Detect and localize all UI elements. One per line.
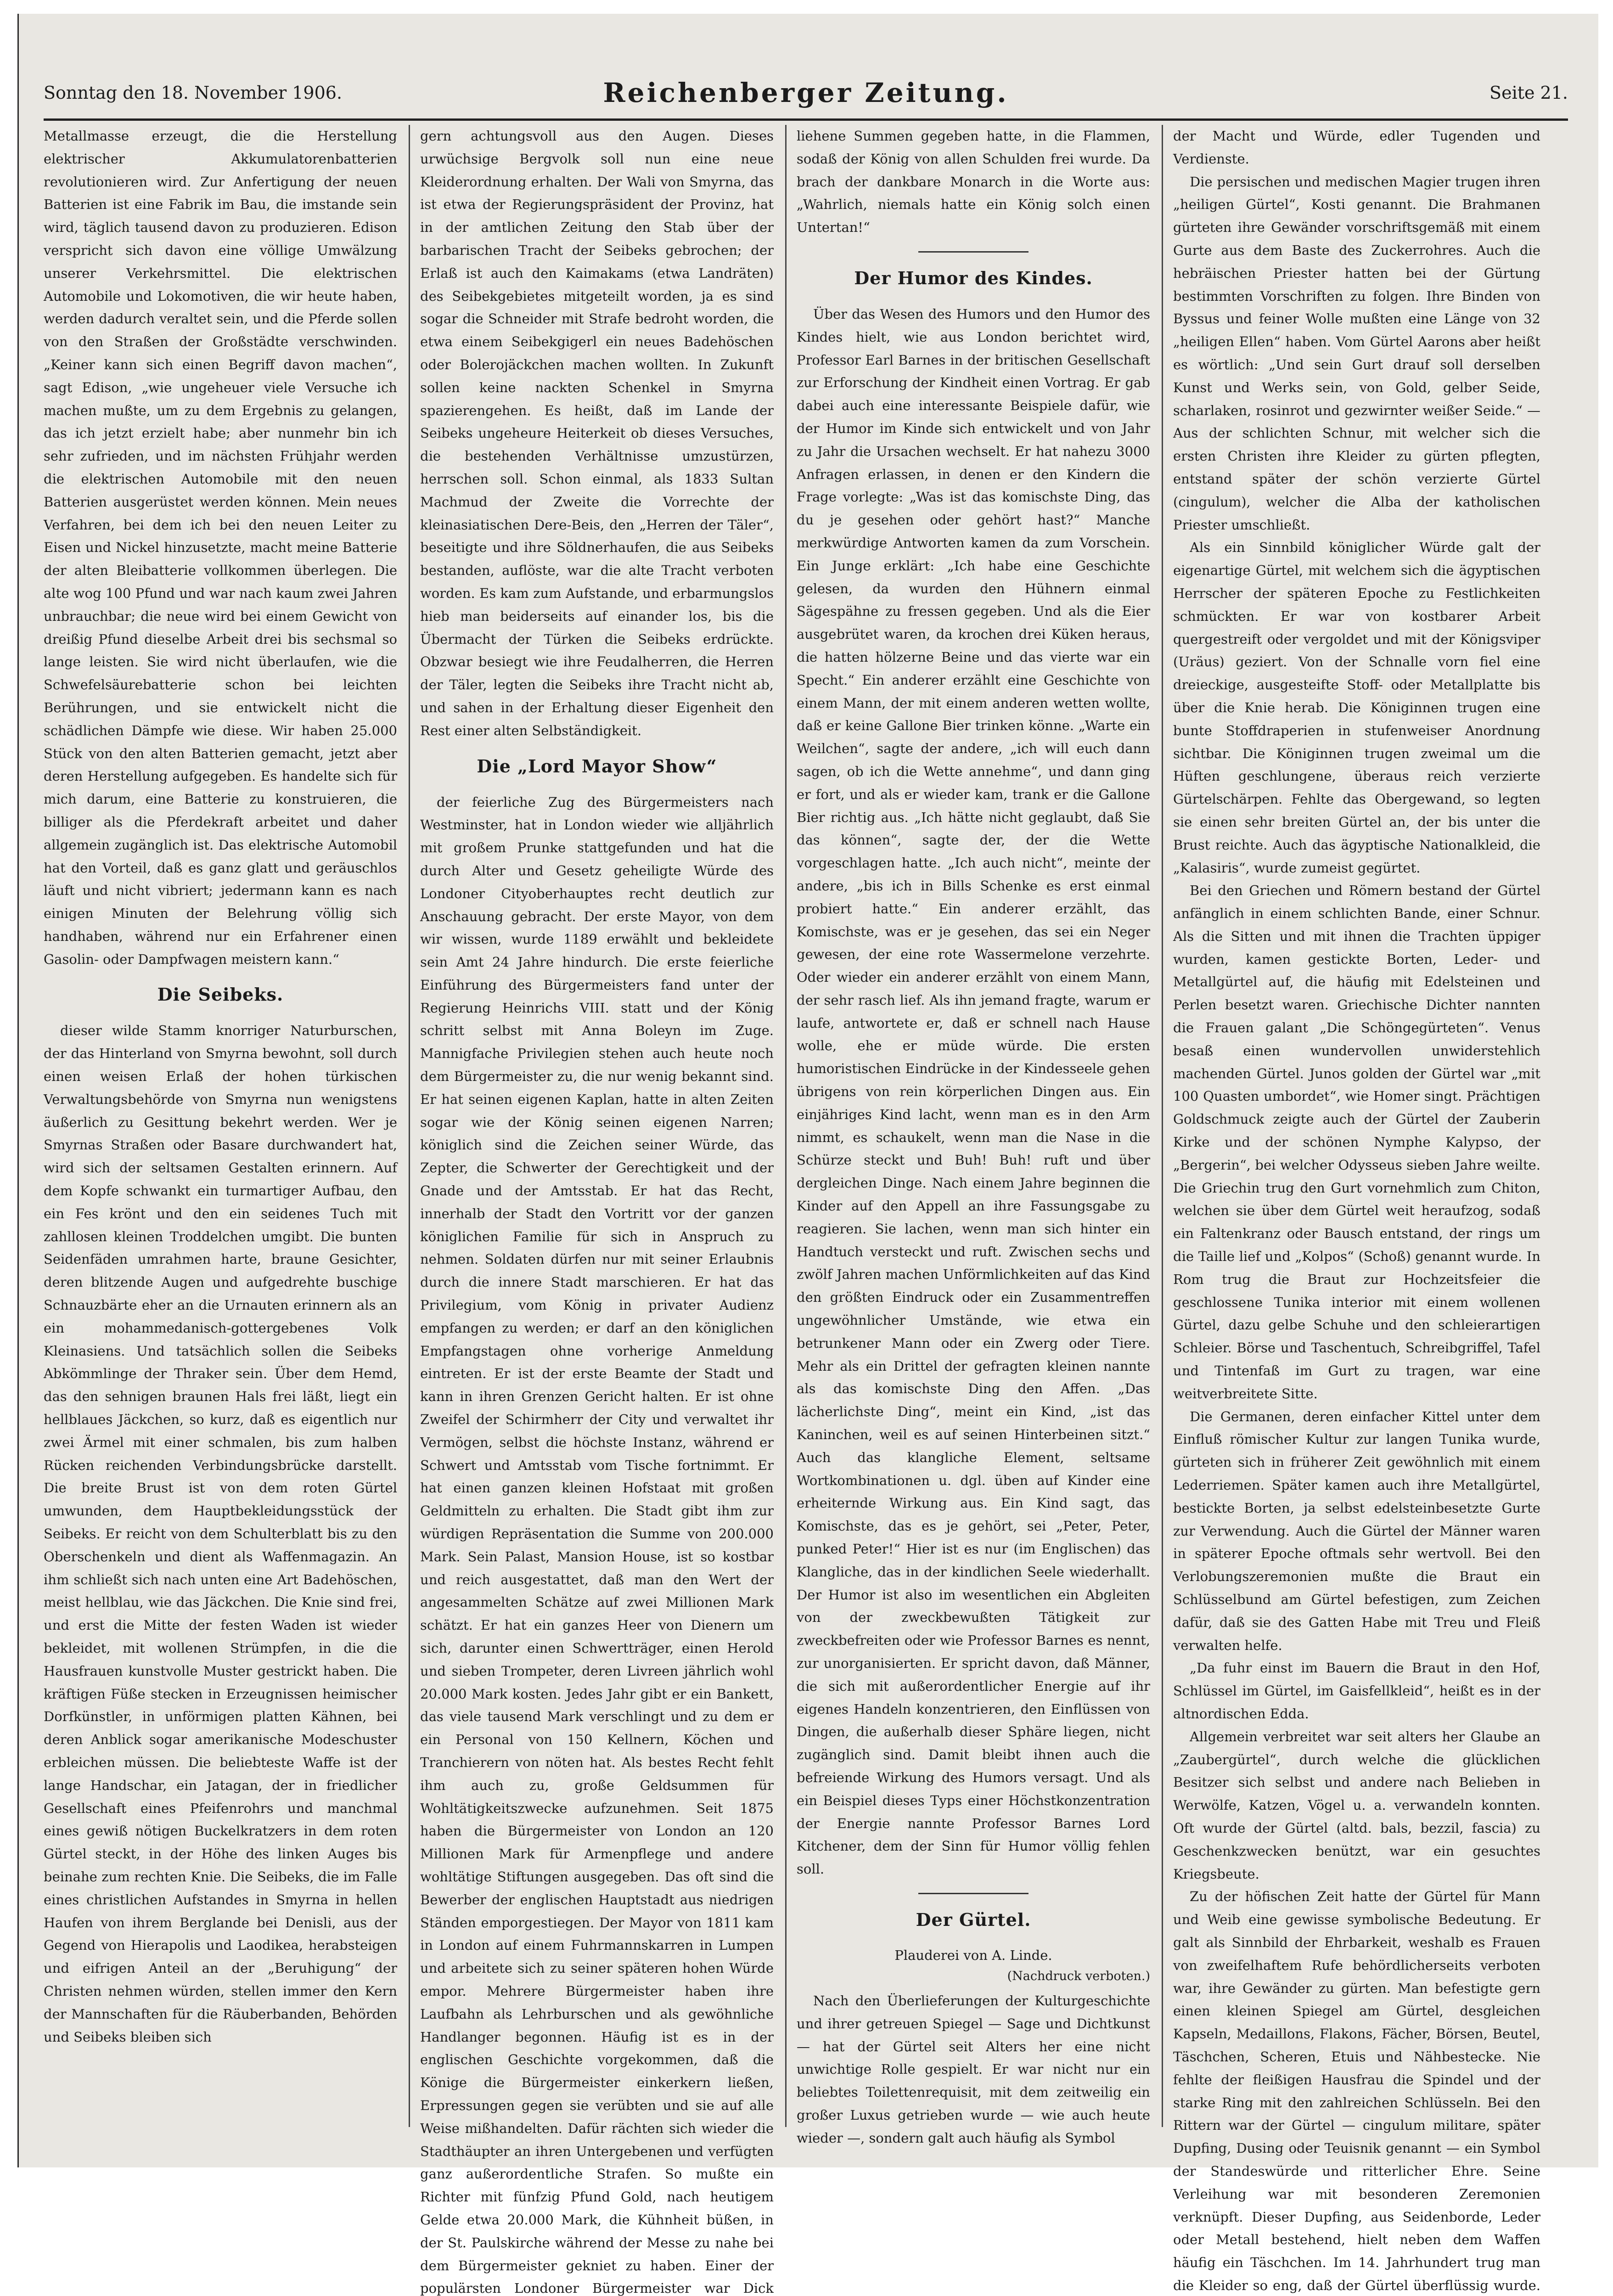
lord-mayor-continued-text: liehene Summen gegeben hatte, in die Flammen, sodaß der König von allen Schulden frei wurde. Da brach der dankbare Monarch in die Worte aus: „Wahrlich, niemals hatte ein König solch einen Untertan!“	[797, 128, 1150, 236]
edison-battery-text: Metallmasse erzeugt, die die Herstellung elektrischer Akkumulatorenbatterien revolutionieren wird. Zur Anfertigung der neuen Batterien ist eine Fabrik im Bau, die imstande sein wird, täglich tausend davon zu produzieren. Edison verspricht sich davon eine völlige Umwälzung unserer Verkehrsmittel. Die elektrischen Automobile und Lokomotiven, die wir heute haben, werden dadurch veraltet sein, und die Pferde sollen von den Straßen der Großstädte verschwinden. „Keiner kann sich einen Begriff davon machen“, sagt Edison, „wie ungeheuer viele Versuche ich machen mußte, um zu dem Ergebnis zu gelangen, das ich jetzt erzielt habe; aber nunmehr bin ich sehr zufrieden, und im nächsten Frühjahr werden die elektrischen Automobile mit den neuen Batterien ausgerüstet werden können. Mein neues Verfahren, bei dem ich bei den neuen Leiter zu Eisen und Nickel hinzusetzte, macht meine Batterie der alten Bleibatterie vollkommen überlegen. Die alte wog 100 Pfund und war nach kaum zwei Jahren unbrauchbar; die neue wird bei einem Gewicht von dreißig Pfund dieselbe Arbeit drei bis sechsmal so lange leisten. Sie wird nicht überlaufen, wie die Schwefelsäurebatterie schon bei leichten Berührungen, und sie entwickelt nicht die schädlichen Dämpfe wie diese. Wir haben 25.000 Stück von den alten Batterien gemacht, jetzt aber deren Herstellung aufgegeben. Es handelte sich für mich darum, eine Batterie zu konstruieren, die billiger als die Pferdekraft arbeitet und daher allgemein zugänglich ist. Das elektrische Automobil hat den Vorteil, daß es ganz glatt und geräuschlos läuft und nicht vibriert; jedermann kann es nach einigen Minuten der Belehrung völlig sich handhaben, während nur ein Erfahrener einen Gasolin- oder Dampfwagen meistern kann.“	[44, 128, 397, 967]
guertel-paragraph: Bei den Griechen und Römern bestand der Gürtel anfänglich in einem schlichten Bande, einer Schnur. Als die Sitten und mit ihnen die Trachten üppiger wurden, kamen gestickte Borten, Leder- und Metallgürtel auf, die häufig mit Edelsteinen und Perlen besetzt waren. Griechische Dichter nannten die Frauen galant „Die Schöngegürteten“. Venus besaß einen wundervollen unwiderstehlich machenden Gürtel. Junos golden der Gürtel war „mit 100 Quasten umbordet“, wie Homer singt. Prächtigen Goldschmuck zeigte auch der Gürtel der Zauberin Kirke und der schönen Nymphe Kalypso, der „Bergerin“, bei welcher Odysseus sieben Jahre weilte. Die Griechin trug den Gurt vornehmlich zum Chiton, welchen sie über dem Gürtel weit heraufzog, sodaß ein Faltenkranz oder Bausch entstand, der rings um die Taille lief und „Kolpos“ (Schoß) genannt wurde. In Rom trug die Braut zur Hochzeitsfeier die geschlossene Tunika interior mit einem wollenen Gürtel, dazu gelbe Schuhe und den schleierartigen Schleier. Börse und Taschentuch, Schreibgriffel, Tafel und Tintenfaß im Gurt zu tragen, war eine weitverbreitete Sitte.	[1173, 883, 1540, 1401]
header-rule	[44, 118, 1568, 121]
article-divider	[918, 251, 1028, 253]
heading-der-guertel: Der Gürtel.	[916, 1909, 1031, 1930]
guertel-paragraph: Allgemein verbreitet war seit alters her Glaube an „Zaubergürtel“, durch welche die glücklichen Besitzer sich selbst und andere nach Belieben in Werwölfe, Katzen, Vögel u. a. verwandeln konnten. Oft wurde der Gürtel (altd. bals, bezzil, fascia) zu Geschenkzwecken benützt, war ein gesuchtes Kriegsbeute.	[1173, 1728, 1540, 1882]
issue-date: Sonntag den 18. November 1906.	[44, 83, 343, 103]
column-1	[44, 125, 397, 2127]
byline: Plauderei von A. Linde.	[894, 1947, 1052, 1963]
humor-text: Über das Wesen des Humors und den Humor des Kindes hielt, wie aus London berichtet wird, Professor Earl Barnes in der britischen Gesellschaft zur Erforschung der Kindheit einen Vortrag. Er gab dabei auch eine interessante Beispiele dafür, wie der Humor im Kinde sich entwickelt und von Jahr zu Jahr die Ursachen wechselt. Er hat nahezu 3000 Anfragen erlassen, in denen er den Kindern die Frage vorlegte: „Was ist das komischste Ding, das du je gesehen oder gehört hast?“ Manche merkwürdige Antworten kamen da zum Vorschein. Ein Junge erklärt: „Ich habe eine Geschichte gelesen, da wurden den Hühnern einmal Sägespähne zu fressen gegeben. Und als die Eier ausgebrütet waren, da krochen drei Küken heraus, die hatten hölzerne Beine und das vierte war ein Specht.“ Ein anderer erzählt eine Geschichte von einem Mann, der mit einem anderen wetten wollte, daß er keine Gallone Bier trinken könne. „Warte ein Weilchen“, sagte der andere, „ich will euch dann sagen, ob ich die Wette annehme“, und dann ging er fort, und als er wieder kam, trank er die Gallone Bier richtig aus. „Ich hätte nicht geglaubt, daß Sie das können“, sagte der, der die Wette vorgeschlagen hatte. „Ich auch nicht“, meinte der andere, „bis ich in Bills Schenke es erst einmal probiert hatte.“ Ein anderer erzählt, das Komischste, was er je gesehen, das sei ein Neger gewesen, der eine rote Wassermelone verzehrte. Oder wieder ein anderer erzählt von einem Mann, der sehr rasch lief. Als ihn jemand fragte, warum er laufe, antwortete er, daß er schnell nach Hause wolle, ehe er müde würde. Die ersten humoristischen Eindrücke in der Kindesseele gehen übrigens von rein körperlichen Dingen aus. Ein einjähriges Kind lacht, wenn man es in den Arm nimmt, es schaukelt, wenn man die Nase in die Schürze steckt und Buh! Buh! ruft und über dergleichen Dinge. Nach einem Jahre beginnen die Kinder auf den Appell an ihre Fassungsgabe zu reagieren. Sie lachen, wenn man sich hinter ein Handtuch versteckt und ruft. Zwischen sechs und zwölf Jahren machen Unförmlichkeiten auf das Kind den größten Eindruck oder ein Zusammentreffen ungewöhnlicher Umstände, wie etwa ein betrunkener Mann oder ein Zwerg oder Tiere. Mehr als ein Drittel der gefragten kleinen nannte als das komischste Ding den Affen. „Das lächerlichste Ding“, meint ein Kind, „ist das Kaninchen, weil es auf seinen Hinterbeinen sitzt.“ Auch das klangliche Element, seltsame Wortkombinationen u. dgl. üben auf Kinder eine erheiternde Wirkung aus. Ein Kind sagt, das Komischste, das es je gehört, sei „Peter, Peter, punked Peter!“ Hier ist es nur (im Englischen) das Klangliche, das in der kindlichen Seele wiederhallt. Der Humor ist also im wesentlichen ein Abgleiten von der zweckbewußten Tätigkeit zur zweckbefreiten oder wie Professor Barnes es nennt, zur unorganisierten. Er spricht davon, daß Männer, die sich mit außerordentlicher Energie auf ihr eigenes Handeln konzentrieren, den Einflüssen von Dingen, die außerhalb dieser Sphäre liegen, nicht zugänglich sind. Damit bleibt ihnen auch die befreiende Wirkung des Humors versagt. Und als ein Beispiel dieses Typs einer Höchstkonzentration der Energie nannte Professor Barnes Lord Kitchener, dem der Sinn für Humor völlig fehlen soll.	[797, 306, 1150, 1877]
heading-seibeks: Die Seibeks.	[157, 984, 284, 1005]
seibeks-text: dieser wilde Stamm knorriger Naturburschen, der das Hinterland von Smyrna bewohnt, soll durch einen weisen Erlaß der hohen türkischen Verwaltungsbehörde von Smyrna nun wenigstens äußerlich zu Gesittung bekehrt werden. Wer je Smyrnas Straßen oder Basare durchwandert hat, wird sich der seltsamen Gestalten erinnern. Auf dem Kopfe schwankt ein turmartiger Aufbau, den ein Fes krönt und den ein seidenes Tuch mit zahllosen kleinen Troddelchen umgibt. Die bunten Seidenfäden umrahmen harte, braune Gesichter, deren blitzende Augen und aufgedrehte buschige Schnauzbärte eher an die Urnauten erinnern als an ein mohammedanisch-gottergebenes Volk Kleinasiens. Und tatsächlich sollen die Seibeks Abkömmlinge der Thraker sein. Über dem Hemd, das den sehnigen braunen Hals frei läßt, liegt ein hellblaues Jäckchen, so kurz, daß es eigentlich nur zwei Ärmel mit einer schmalen, bis zum halben Rücken reichenden Verbindungsbrücke darstellt. Die breite Brust ist von dem roten Gürtel umwunden, dem Hauptbekleidungsstück der Seibeks. Er reicht von dem Schulterblatt bis zu den Oberschenkeln und dient als Waffenmagazin. An ihm schließt sich nach unten eine Art Badehöschen, meist hellblau, wie das Jäckchen. Die Knie sind frei, und erst die Mitte der festen Waden ist wieder bekleidet, mit wollenen Strümpfen, in die die Hausfrauen kunstvolle Muster gestrickt haben. Die kräftigen Füße stecken in Erzeugnissen heimischer Dorfkünstler, in unförmigen platten Kähnen, bei deren Anblick sogar amerikanische Modeschuster erbleichen müssen. Die beliebteste Waffe ist der lange Handschar, ein Jatagan, der in friedlicher Gesellschaft eines Pfeifenrohrs und manchmal eines gewiß nötigen Buckelkratzers in dem roten Gürtel steckt, in der Höhe des linken Auges bis beinahe zum rechten Knie. Die Seibeks, die im Falle eines christlichen Aufstandes in Smyrna in hellen Haufen von ihrem Berglande bei Denisli, aus der Gegend von Hierapolis und Laodikea, herabsteigen und eifrigen Anteil an der „Beruhigung“ der Christen nehmen würden, stellen immer den Kern der Mannschaften für die Räuberbanden, Behörden und Seibeks bleiben sich	[44, 1023, 397, 2045]
guertel-paragraph: „Da fuhr einst im Bauern die Braut in den Hof, Schlüssel im Gürtel, im Gaisfellkleid“, heißt es in der altnordischen Edda.	[1173, 1660, 1540, 1722]
lord-mayor-text: der feierliche Zug des Bürgermeisters nach Westminster, hat in London wieder wie alljährlich mit großem Prunke stattgefunden und hat die durch Alter und Gesetz geheiligte Würde des Londoner Cityoberhauptes recht deutlich zur Anschauung gebracht. Der erste Mayor, von dem wir wissen, wurde 1189 erwählt und bekleidete sein Amt 24 Jahre hindurch. Die erste feierliche Einführung des Bürgermeisters fand unter der Regierung Heinrichs VIII. statt und der König schritt selbst mit Anna Boleyn im Zuge. Mannigfache Privilegien stehen auch heute noch dem Bürgermeister zu, die nur wenig bekannt sind. Er hat seinen eigenen Kaplan, hatte in alten Zeiten sogar wie der König seinen eigenen Narren; königlich sind die Zeichen seiner Würde, das Zepter, die Schwerter der Gerechtigkeit und der Gnade und der Amtsstab. Er hat das Recht, innerhalb der Stadt den Vortritt vor der ganzen königlichen Familie für sich in Anspruch zu nehmen. Soldaten dürfen nur mit seiner Erlaubnis durch die innere Stadt marschieren. Er hat das Privilegium, vom König in privater Audienz empfangen zu werden; er darf an den königlichen Empfangstagen ohne vorherige Anmeldung eintreten. Er ist der erste Beamte der Stadt und kann in ihren Grenzen Gericht halten. Er ist ohne Zweifel der Schirmherr der City und verwaltet ihr Vermögen, selbst die höchste Instanz, während er Schwert und Amtsstab vom Tische fortnimmt. Er hat einen ganzen kleinen Hofstaat mit großen Geldmitteln zu erhalten. Die Stadt gibt ihm zur würdigen Repräsentation die Summe von 200.000 Mark. Sein Palast, Mansion House, ist so kostbar und reich ausgestattet, daß man den Wert der angesammelten Schätze auf zwei Millionen Mark schätzt. Er hat ein ganzes Heer von Dienern um sich, darunter einen Schwertträger, einen Herold und sieben Trompeter, deren Livreen jährlich wohl 20.000 Mark kosten. Jedes Jahr gibt er ein Bankett, das viele tausend Mark verschlingt und zu dem er ein Personal von 150 Kellnern, Köchen und Tranchierern von nöten hat. Als bestes Recht fehlt ihm auch zu, große Geldsummen für Wohltätigkeitszwecke aufzunehmen. Seit 1875 haben die Bürgermeister von London an 120 Millionen Mark für Armenpflege und andere wohltätige Stiftungen ausgegeben. Das oft sind die Bewerber der englischen Hauptstadt aus niedrigen Ständen emporgestiegen. Der Mayor von 1811 kam in London auf einem Fuhrmannskarren in Lumpen und arbeitete sich zu seiner späteren hohen Würde empor. Mehrere Bürgermeister haben ihre Laufbahn als Lehrburschen und als gewöhnliche Handlanger begonnen. Häufig ist es in der englischen Geschichte vorgekommen, daß die Könige die Bürgermeister einkerkern ließen, Erpressungen gegen sie verübten und sie auf alle Weise mißhandelten. Dafür rächten sich wieder die Stadthäupter an ihren Untergebenen und verfügten ganz außerordentliche Strafen. So mußte ein Richter mit fünfzig Pfund Gold, nach heutigem Gelde etwa 20.000 Mark, die Kühnheit büßen, in der St. Paulskirche während der Messe zu nahe bei dem Bürgermeister gekniet zu haben. Einer der populärsten Londoner Bürgermeister war Dick	[420, 794, 774, 2296]
column-2	[420, 125, 774, 2296]
heading-lord-mayor-show: Die „Lord Mayor Show“	[477, 755, 717, 777]
column-4	[1173, 125, 1540, 2293]
guertel-continued-text: der Macht und Würde, edler Tugenden und Verdienste.	[1173, 128, 1540, 167]
guertel-paragraph: Zu der höfischen Zeit hatte der Gürtel für Mann und Weib eine gewisse symbolische Bedeutung. Er galt als Sinnbild der Ehrbarkeit, weshalb es Frauen von zweifelhaftem Rufe behördlicherseits verboten war, ihre Gewänder zu gürten. Man befestigte gern einen kleinen Spiegel am Gürtel, desgleichen Kapseln, Medaillons, Flakons, Fächer, Börsen, Beutel, Täschchen, Scheren, Etuis und Nähbestecke. Nie fehlte der fleißigen Hausfrau die Spindel und der starke Ring mit den zahlreichen Schlüsseln. Bei den Rittern war der Gürtel — cingulum militare, später Dupfing, Dusing oder Teuisnik genannt — ein Symbol der Standeswürde und ritterlicher Ehre. Seine Verleihung war mit besonderen Zeremonien verknüpft. Dieser Dupfing, aus Seidenborde, Leder oder Metall bestehend, hielt neben dem Waffen häufig ein Täschchen. Im 14. Jahrhundert trug man die Kleider so eng, daß der Gürtel überflüssig wurde.	[1173, 1889, 1540, 2293]
newspaper-title: Reichenberger Zeitung.	[603, 77, 1009, 108]
masthead	[44, 77, 1568, 118]
column-divider	[1162, 125, 1163, 2127]
seibeks-continued-text: gern achtungsvoll aus den Augen. Dieses urwüchsige Bergvolk soll nun eine neue Kleiderordnung erhalten. Der Wali von Smyrna, das ist etwa der Regierungspräsident der Provinz, hat in der amtlichen Zeitung den Stab über der barbarischen Tracht der Seibeks gebrochen; der Erlaß ist auch den Kaimakams (etwa Landräten) des Seibekgebietes mitgeteilt worden, ja es sind sogar die Schneider mit Strafe bedroht worden, die etwa einem Seibekgigerl ein neues Badehöschen oder Bolerojäckchen machen wollten. In Zukunft sollen keine nackten Schenkel in Smyrna spazierengehen. Es heißt, daß im Lande der Seibeks ungeheure Heiterkeit ob dieses Versuches, die bestehenden Verhältnisse umzustürzen, herrschen soll. Schon einmal, als 1833 Sultan Machmud der Zweite die Vorrechte der kleinasiatischen Dere-Beis, den „Herren der Täler“, beseitigte und ihre Söldnerhaufen, die aus Seibeks bestanden, auflöste, war die alte Tracht verboten worden. Es kam zum Aufstande, und erbarmungslos hieb man beiderseits auf einander los, bis die Übermacht der Türken die Seibeks erdrückte. Obzwar besiegt wie ihre Feudalherren, die Herren der Täler, legten die Seibeks ihre Tracht nicht ab, und sahen in der Erhaltung dieser Eigenheit den Rest einer alten Selbständigkeit.	[420, 128, 774, 738]
reprint-note: (Nachdruck verboten.)	[1007, 1969, 1150, 1983]
guertel-paragraph: Als ein Sinnbild königlicher Würde galt der eigenartige Gürtel, mit welchem sich die ägyptischen Herrscher der späteren Epoche zu Festlichkeiten schmückten. Er war von kostbarer Arbeit quergestreift oder vergoldet und mit der Königsviper (Uräus) geziert. Von der Schnalle vorn fiel eine dreieckige, ausgesteifte Stoff- oder Metallplatte bis über die Knie herab. Die Königinnen trugen eine bunte Stoffdraperien in stufenweiser Anordnung sichtbar. Die Königinnen trugen zweimal um die Hüften geschlungene, überaus reich verzierte Gürtelschärpen. Fehlte das Obergewand, so legten sie einen sehr breiten Gürtel an, der bis unter die Brust reichte. Auch das ägyptische Nationalkleid, die „Kalasiris“, wurde zumeist gegürtet.	[1173, 540, 1540, 876]
column-divider	[409, 125, 410, 2127]
article-divider	[918, 1893, 1028, 1894]
guertel-paragraph: Die persischen und medischen Magier trugen ihren „heiligen Gürtel“, Kosti genannt. Die Brahmanen gürteten ihre Gewänder vorschriftsgemäß mit einem Gurte aus dem Baste des Zuckerrohres. Auch die hebräischen Priester hatten bei der Gürtung bestimmten Vorschriften zu folgen. Ihre Binden von Byssus und feiner Wolle mußten eine Länge von 32 „heiligen Ellen“ haben. Vom Gürtel Aarons aber heißt es wörtlich: „Und sein Gurt drauf soll derselben Kunst und Werks sein, von Gold, gelber Seide, scharlaken, rosinrot und gezwirnter weißer Seide.“ — Aus der schlichten Schnur, mit welcher sich die ersten Christen ihre Kleider zu gürten pflegten, entstand später der schön verzierte Gürtel (cingulum), welcher die Alba der katholischen Priester umschließt.	[1173, 174, 1540, 533]
column-3	[797, 125, 1150, 2146]
column-divider	[785, 125, 787, 2127]
page-number: Seite 21.	[1489, 83, 1568, 103]
guertel-paragraph: Die Germanen, deren einfacher Kittel unter dem Einfluß römischer Kultur zur langen Tunika wurde, gürteten sich in früherer Zeit gewöhnlich mit einem Lederriemen. Später kamen auch ihre Metallgürtel, bestickte Borten, ja selbst edelsteinbesetzte Gurte zur Verwendung. Auch die Gürtel der Männer waren in späterer Epoche oftmals sehr wertvoll. Bei den Verlobungszeremonien mußte die Braut ein Schlüsselbund am Gürtel befestigen, zum Zeichen dafür, daß sie des Gatten Habe mit Treu und Fleiß verwalten helfe.	[1173, 1408, 1540, 1653]
heading-humor-des-kindes: Der Humor des Kindes.	[854, 267, 1093, 288]
guertel-text: Nach den Überlieferungen der Kulturgeschichte und ihrer getreuen Spiegel — Sage und Dichtkunst — hat der Gürtel seit Alters her eine nicht unwichtige Rolle gespielt. Er war nicht nur ein beliebtes Toilettenrequisit, mit dem zeitweilig ein großer Luxus getrieben wurde — wie auch heute wieder —, sondern galt auch häufig als Symbol	[797, 1992, 1150, 2146]
